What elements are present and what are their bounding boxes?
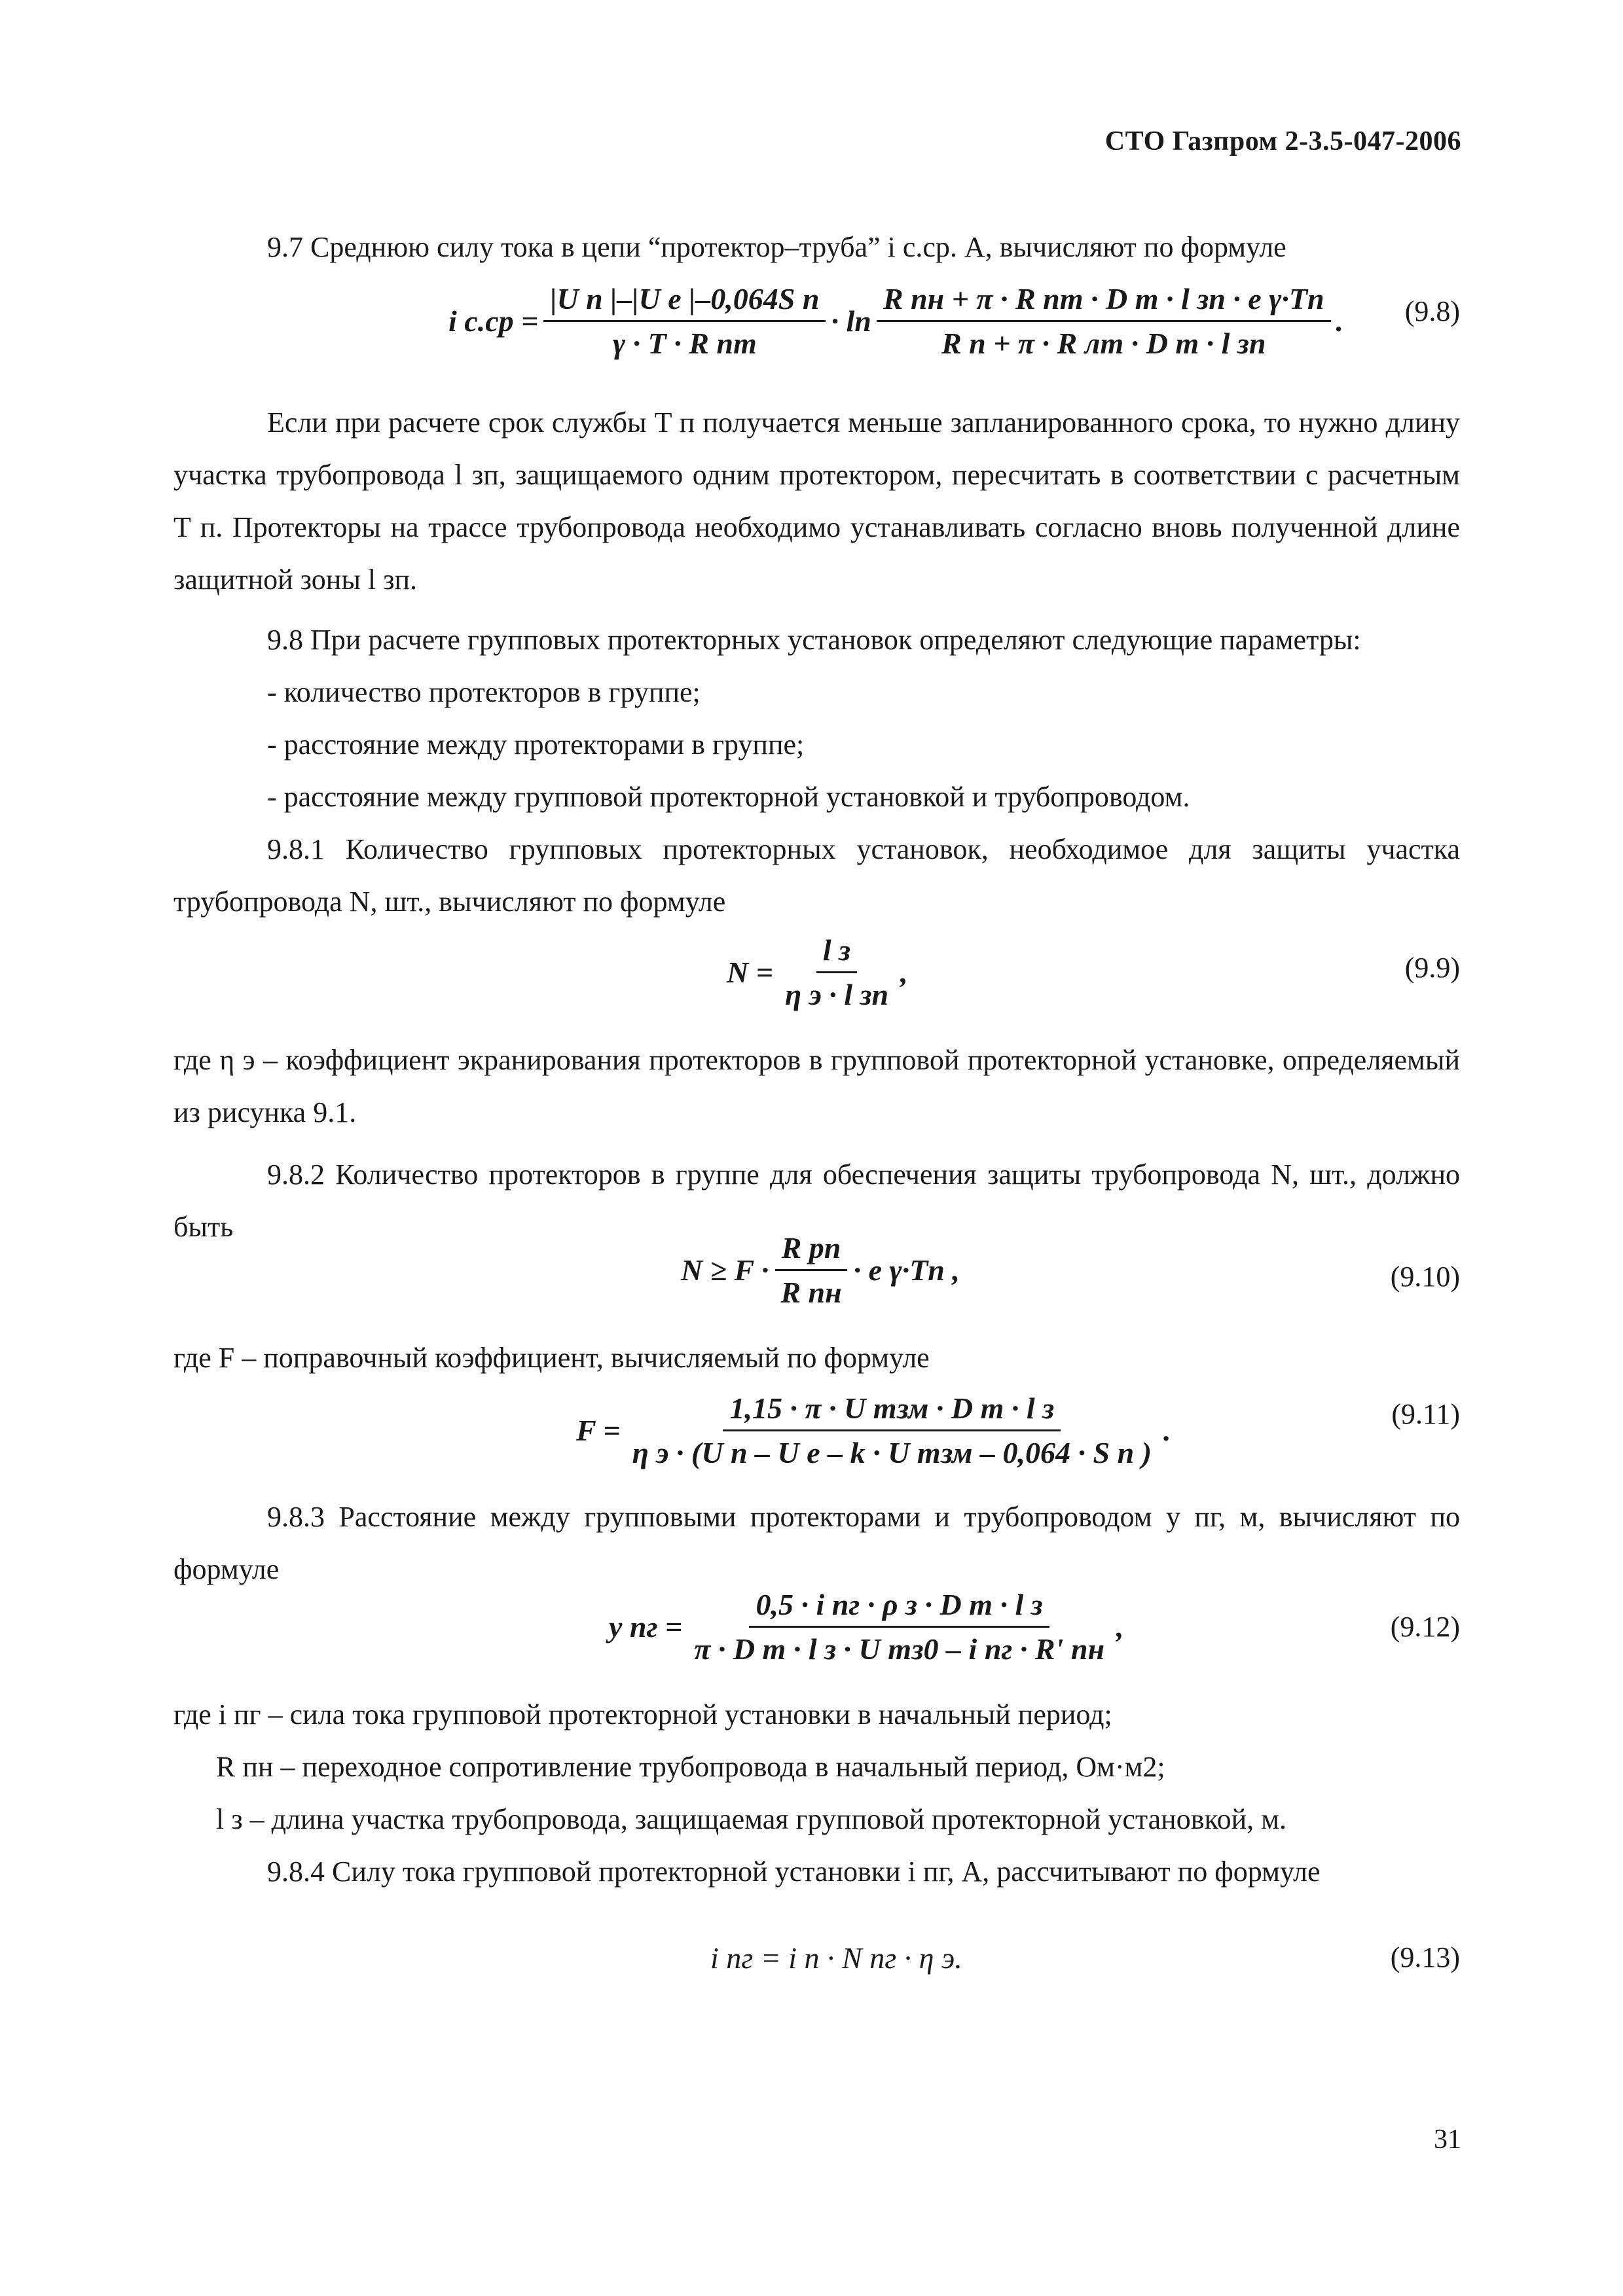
formula-end: ,	[900, 956, 908, 989]
paragraph-where-F: где F – поправочный коэффициент, вычисляемый по формуле	[173, 1342, 930, 1374]
page-number: 31	[1434, 2125, 1461, 2155]
equation-number: (9.10)	[1390, 1261, 1460, 1293]
formula-lhs: N =	[727, 956, 773, 989]
numerator: l з	[816, 933, 857, 973]
formula-9-9	[727, 933, 908, 1012]
numerator: 1,15 · π · U тзм · D т · l з	[723, 1391, 1061, 1431]
paragraph-9-7: 9.7 Среднюю силу тока в цепи “протектор–труба” i с.ср. А, вычисляют по формуле	[267, 231, 1286, 263]
denominator: R п + π · R лт · D т · l зп	[941, 327, 1266, 360]
document-header: СТО Газпром 2-3.5-047-2006	[1104, 126, 1461, 156]
denominator: η э · l зп	[784, 978, 889, 1011]
fraction	[778, 933, 895, 1012]
list-item: - количество протекторов в группе;	[267, 676, 701, 708]
paragraph-9-8: 9.8 При расчете групповых протекторных установок определяют следующие параметры:	[267, 624, 1361, 656]
formula-lhs: i с.ср =	[448, 304, 539, 338]
paragraph-where-i: где i пг – сила тока групповой протекторной установки в начальный период;	[173, 1698, 1112, 1731]
formula-end: ,	[1116, 1610, 1124, 1643]
paragraph-where-eta: где η э – коэффициент экранирования протекторов в групповой протекторной установке, определяемый из рисунка 9.1.	[173, 1044, 1460, 1128]
equation-9-10	[173, 1230, 1460, 1335]
denominator: R пн	[780, 1276, 842, 1309]
equation-number: (9.13)	[1390, 1941, 1460, 1973]
formula-9-10	[681, 1230, 960, 1310]
equation-9-11	[173, 1391, 1460, 1496]
paragraph-9-8-4: 9.8.4 Силу тока групповой протекторной установки i пг, А, рассчитывают по формуле	[267, 1856, 1321, 1888]
equation-9-8	[173, 281, 1460, 386]
denominator: η э · (U п – U е – k · U тзм – 0,064 · S п )	[632, 1436, 1152, 1469]
equation-number: (9.12)	[1390, 1611, 1460, 1643]
paragraph-where-R: R пн – переходное сопротивление трубопровода в начальный период, Ом·м2;	[216, 1751, 1165, 1783]
equation-number: (9.11)	[1391, 1398, 1460, 1430]
numerator: R пн + π · R пт · D т · l зп · e γ·Tп	[877, 281, 1331, 322]
paragraph-9-8-3: 9.8.3 Расстояние между групповыми протекторами и трубопроводом y пг, м, вычисляют по формуле	[173, 1501, 1460, 1585]
formula-lhs: y пг =	[609, 1610, 683, 1643]
formula-lhs: N ≥ F ·	[681, 1253, 769, 1287]
numerator: 0,5 · i пг · ρ з · D т · l з	[749, 1587, 1049, 1628]
denominator: γ · T · R пт	[613, 327, 757, 360]
formula-end: .	[1163, 1414, 1171, 1447]
equation-9-12	[173, 1587, 1460, 1692]
fraction	[626, 1391, 1158, 1470]
formula-9-8	[448, 281, 1343, 361]
formula-end: .	[1336, 304, 1344, 338]
equation-9-9	[173, 933, 1460, 1037]
formula-9-12	[609, 1587, 1123, 1666]
paragraph-where-l: l з – длина участка трубопровода, защищаемая групповой протекторной установкой, м.	[216, 1803, 1287, 1835]
formula-lhs: F =	[576, 1414, 621, 1447]
fraction	[543, 281, 826, 361]
equation-9-13	[173, 1934, 1460, 1993]
fraction	[774, 1230, 848, 1310]
paragraph-9-8-1: 9.8.1 Количество групповых протекторных установок, необходимое для защиты участка трубопровода N, шт., вычисляют по формуле	[173, 833, 1460, 918]
numerator: R рп	[775, 1230, 848, 1271]
fraction	[877, 281, 1331, 361]
list-item: - расстояние между групповой протекторной установкой и трубопроводом.	[267, 781, 1190, 813]
formula-tail: · e γ·Tп ,	[853, 1253, 960, 1287]
denominator: π · D т · l з · U тз0 – i пг · R' пн	[694, 1632, 1104, 1666]
paragraph-service-life: Если при расчете срок службы T п получается меньше запланированного срока, то нужно длину участка трубопровода l зп, защищаемого одним протектором, пересчитать в соответствии с расчетным T п. Протекторы на трассе трубопровода необходимо устанавливать согласно вновь полученной длине защитной зоны l зп.	[173, 406, 1460, 596]
formula-9-13: i пг = i п · N пг · η э.	[710, 1941, 962, 1975]
list-item: - расстояние между протекторами в группе;	[267, 728, 805, 761]
equation-number: (9.9)	[1404, 952, 1460, 984]
paragraph-9-8-2: 9.8.2 Количество протекторов в группе для обеспечения защиты трубопровода N, шт., должно быть	[173, 1158, 1460, 1243]
fraction	[687, 1587, 1111, 1666]
equation-number: (9.8)	[1404, 295, 1460, 327]
numerator: |U п |–|U е |–0,064S п	[543, 281, 826, 322]
ln-operator: · ln	[831, 304, 871, 338]
formula-9-11	[576, 1391, 1171, 1470]
